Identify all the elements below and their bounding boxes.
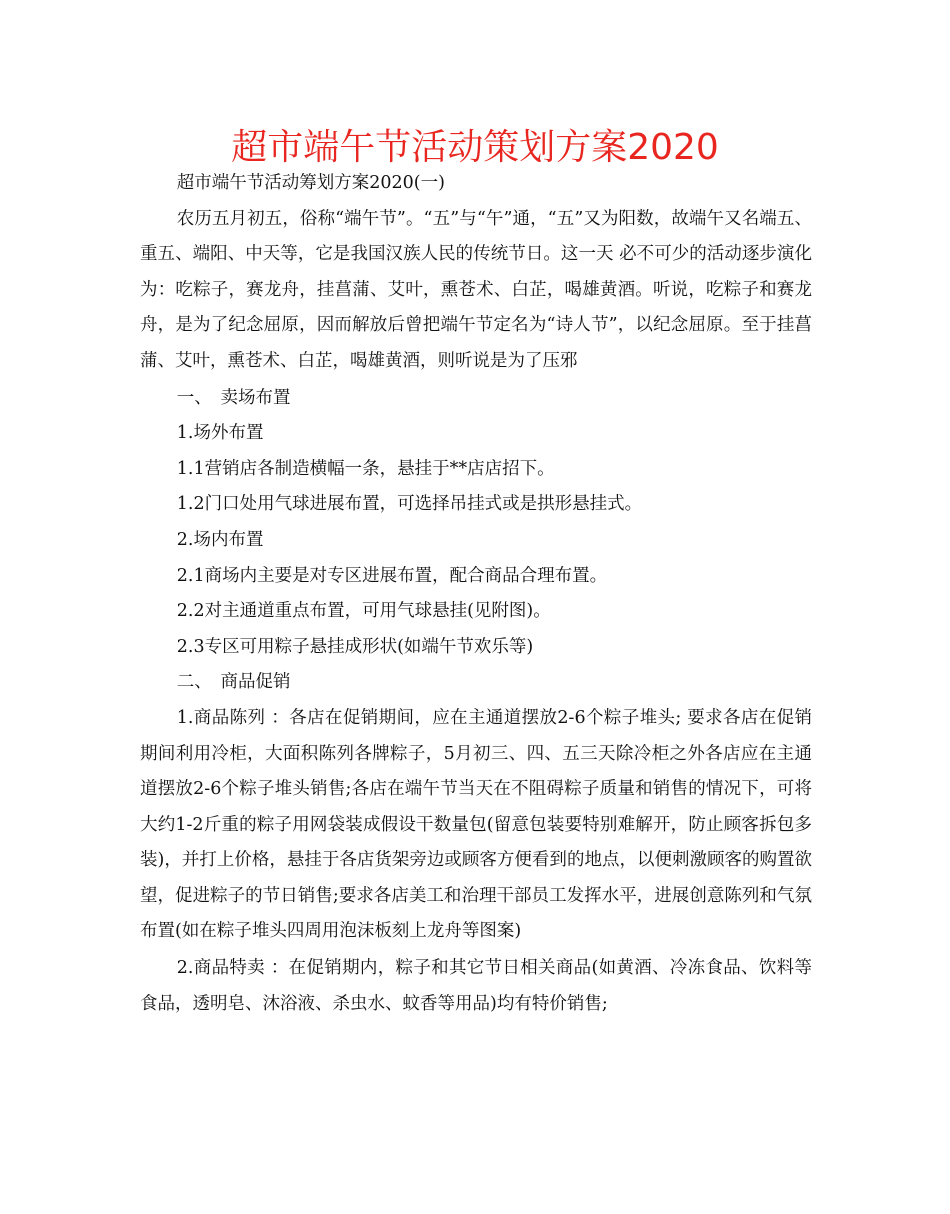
section-heading-layout: 一、 卖场布置 [176,387,291,408]
paragraph-1-2: 1.2门口处用气球进展布置，可选择吊挂式或是拱形悬挂式。 [176,494,643,515]
paragraph-2-3: 2.3专区可用粽子悬挂成形状(如端午节欢乐等) [176,636,534,657]
paragraph-display: 1.商品陈列 ：各店在促销期间，应在主通道摆放2-6个粽子堆头; 要求各店在促销期间利用冷柜，大面积陈列各牌粽子，5月初三、四、五三天除冷柜之外各店应在主通道摆放2-6个粽子堆头销售;各店在端午节当天在不阻碍粽子质量和销售的情况下，可将大约1-2斤重的粽子用网袋装成假设干数量包(留意包装要特别难解开，防止顾客拆包多装)，并打上价格，悬挂于各店货架旁边或顾客方便看到的地点，以便刺激顾客的购置欲望，促进粽子的节日销售;要求各店美工和治理干部员工发挥水平，进展创意陈列和气氛布置(如在粽子堆头四周用泡沫板刻上龙舟等图案) [140,707,812,942]
paragraph-subtitle: 超市端午节活动筹划方案2020(一) [176,173,445,193]
section-heading-promotion: 二、 商品促销 [176,672,291,693]
paragraph-1-1: 1.1营销店各制造横幅一条，悬挂于**店店招下。 [176,458,555,479]
document-body [140,166,812,1022]
paragraph-2-2: 2.2对主通道重点布置，可用气球悬挂(见附图)。 [176,601,551,622]
paragraph-2-1: 2.1商场内主要是对专区进展布置，配合商品合理布置。 [176,565,608,586]
document-title: 超市端午节活动策划方案2020 [231,127,719,168]
subheading-outdoor: 1.场外布置 [176,423,264,444]
paragraph-intro: 农历五月初五，俗称“端午节”。“五”与“午”通，“五”又为阳数，故端午又名端五、重五、端阳、中天等，它是我国汉族人民的传统节日。这一天 必不可少的活动逐步演化为：吃粽子，赛龙舟，挂菖蒲、艾叶，熏苍术、白芷，喝雄黄酒。听说，吃粽子和赛龙舟，是为了纪念屈原，因而解放后曾把端午节定名为“诗人节”，以纪念屈原。至于挂菖蒲、艾叶，熏苍术、白芷，喝雄黄酒，则听说是为了压邪 [140,208,812,371]
paragraph-special-sale: 2.商品特卖 ：在促销期内，粽子和其它节日相关商品(如黄酒、冷冻食品、饮料等食品，透明皂、沐浴液、杀虫水、蚊香等用品)均有特价销售; [140,958,812,1014]
subheading-indoor: 2.场内布置 [176,529,264,550]
